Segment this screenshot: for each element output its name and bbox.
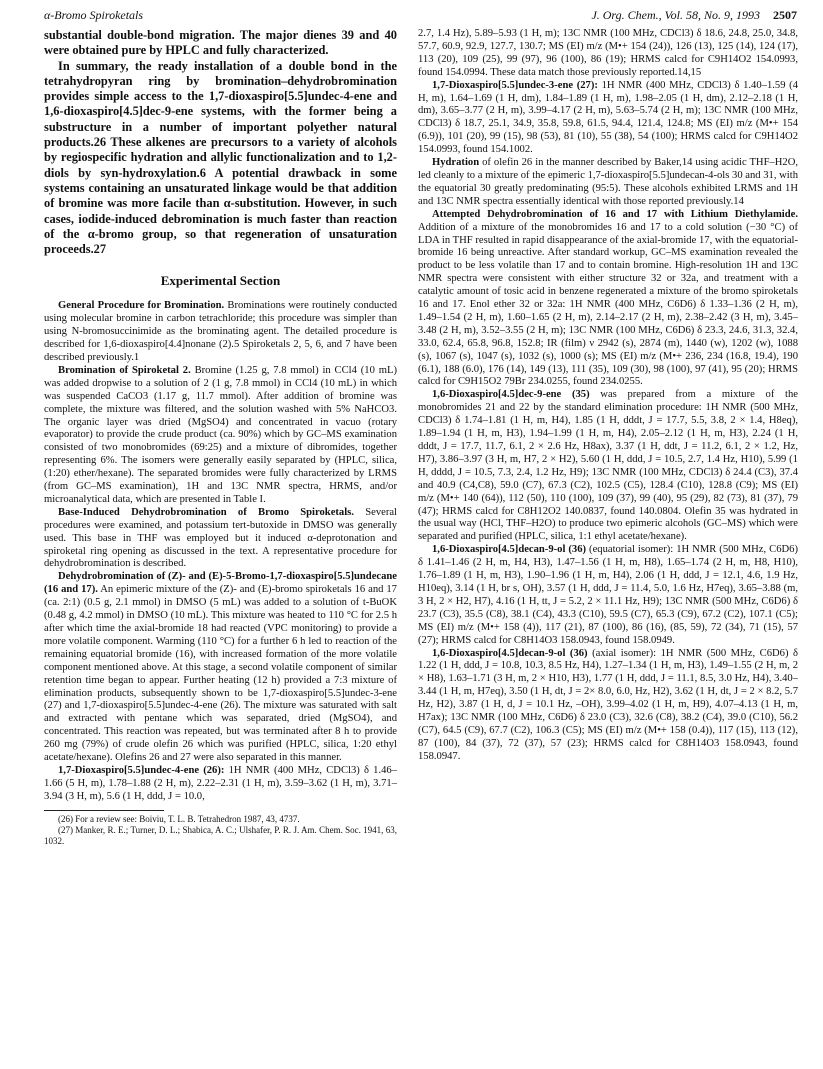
paragraph (418, 544, 798, 647)
run-in-heading: Bromination of Spiroketal 2. (58, 364, 191, 376)
run-in-heading: 1,6-Dioxaspiro[4.5]decan-9-ol (36) (432, 647, 588, 659)
summary-paragraph: In summary, the ready installation of a double bond in the tetrahydropyran ring by bromination–dehydrobromination provides simple access to the 1,7-dioxaspiro[5.5]undec-4-ene and 1,6-dioxaspiro[4.5]dec-9-ene systems, with the former being a substructure in a number of important polyether natural products.26 These alkenes are precursors to a variety of alcohols by regiospecific hydration and allylic functionalization and to 1,2-diols by syn-hydroxylation.6 A potential drawback in some systems containing an unsaturated linkage would be that addition of bromine was more facile than α-substitution. However, in such cases, iodide-induced debromination is much faster than reaction of the α-bromo group, so that regeneration of unsaturation proceeds.27 (44, 58, 397, 257)
paragraph (418, 80, 798, 157)
paragraph (418, 209, 798, 390)
experimental-paragraphs-continued (418, 28, 798, 764)
run-in-heading: 1,7-Dioxaspiro[5.5]undec-4-ene (26): (58, 764, 225, 776)
paragraph-text: Brominations were routinely conducted using molecular bromine in carbon tetrachloride; this procedure was simpler than using N-bromosuccinimide as the brominating agent. The detailed procedure is described for 1,6-dioxaspiro[4.4]nonane (2).5 Spiroketals 2, 5, 6, and 7 have been described previously.1 (44, 300, 397, 363)
paragraph (418, 28, 798, 80)
paragraph-text: Addition of a mixture of the monobromides 16 and 17 to a cold solution (−30 °C) of LDA in THF resulted in rapid disappearance of the axial-bromide 17, with the equatorial-bromide 16 being unreactive. After standard workup, GC–MS examination revealed the product to be less volatile than 17 and to contain bromine. High-resolution 1H and 13C NMR spectra were consistent with either structure 32 or 32a, and treatment with a catalytic amount of tosic acid in benzene regenerated a mixture of the bromo spiroketals 16 and 17. Enol ether 32 or 32a: 1H NMR (400 MHz, C6D6) δ 1.33–1.36 (2 H, m), 1.49–1.54 (2 H, m), 1.60–1.65 (2 H, m), 2.14–2.17 (2 H, m), 2.38–2.42 (3 H, m), 3.45–3.48 (2 H, m), 3.52–3.55 (2 H, m); 13C NMR (100 MHz, C6D6) δ 23.3, 24.6, 31.3, 32.4, 33.0, 62.4, 65.8, 96.8, 152.8; IR (film) ν 2942 (s), 2874 (m), 1440 (w), 1202 (w), 1088 (s), 1067 (s), 1047 (s), 1032 (s), 1000 (s); MS (EI) m/z (M•+ 236, 234 (16.8, 19.4), 190 (6.1), 188 (6.0), 176 (14), 149 (13), 111 (35), 109 (30), 98 (100), 97 (41), 95 (20); HRMS calcd for C9H15O2 79Br 234.0255, found 234.0255. (418, 221, 798, 388)
run-in-heading: Base-Induced Dehydrobromination of Bromo Spiroketals. (58, 506, 354, 518)
left-column (44, 28, 397, 1061)
run-in-heading: General Procedure for Bromination. (58, 300, 225, 312)
paragraph (44, 507, 397, 572)
running-header (44, 8, 797, 26)
paragraph-text: of olefin 26 in the manner described by Baker,14 using acidic THF–H2O, led cleanly to a mixture of the epimeric 1,7-dioxaspiro[5.5]undecan-4-ols 30 and 31, with the equatorial 30 greatly predominating (95:5). These alcohols exhibited LRMS and 1H and 13C NMR spectra essentially identical with those reported previously.14 (418, 157, 798, 207)
paragraph (44, 571, 397, 765)
intro-text (44, 28, 397, 257)
paragraph-text: was prepared from a mixture of the monobromides 21 and 22 by the standard elimination procedure: 1H NMR (500 MHz, CDCl3) δ 1.74–1.81 (1 H, m, H4), 1.85 (1 H, dddt, J = 17.7, 5.5, 3.8, 2 × 1.4, H8eq), 1.89–1.94 (1 H, m, H3), 1.94–1.99 (1 H, m, H4), 2.05–2.12 (1 H, m, H3), 2.24 (1 H, dddt, J = 17.7, 11.7, 6.1, 2 × 2.6 Hz, H8ax), 3.37 (1 H, ddt, J = 11.2, 6.1, 2 × 1.2, Hz, H7), 3.86–3.97 (3 H, m, H7, 2 × H2), 5.60 (1 H, ddd, J = 10.5, 2.7, 1.4 Hz, H10), 5.99 (1 H, dddd, J = 10.5, 7.3, 2.4, 1.2 Hz, H9); 13C NMR (100 MHz, CDCl3) δ 24.4 (C3), 37.4 and 40.9 (C4,C8), 59.0 (C7), 67.3 (C2), 102.5 (C5), 128.4 (C10), 128.8 (C9); MS (EI) m/z (M•+ 140 (64)), 112 (50), 110 (100), 109 (37), 99 (40), 95 (29), 82 (73), 81 (37), 79 (47); HRMS calcd for C8H12O2 140.0837, found 140.0804. Olefin 35 was hydrated in the usual way (HCl, THF–H2O) to produce two epimeric alcohols (GC–MS) which were separated and purified (HPLC, silica, 1:1 ethyl acetate/hexane). (418, 389, 798, 543)
run-in-heading: Hydration (432, 157, 480, 169)
paragraph-text: 1H NMR (400 MHz, CDCl3) δ 1.40–1.59 (4 H, m), 1.64–1.69 (1 H, dm), 1.84–1.89 (1 H, m), 1.98–2.05 (1 H, dm), 2.12–2.18 (1 H, dm), 3.65–3.77 (2 H, m), 3.99–4.17 (2 H, m), 5.63–5.74 (2 H, m); 13C NMR (100 MHz, CDCl3) δ 18.7, 25.1, 34.9, 35.8, 59.8, 61.5, 94.4, 121.4, 124.8; MS (EI) m/z (M•+ 154 (6.9)), 101 (20), 99 (15), 98 (53), 81 (10), 55 (38), 54 (100); HRMS calcd for C9H14O2 154.0993, found 154.1002. (418, 79, 798, 156)
paragraph (418, 648, 798, 764)
run-in-heading: Dehydrobromination of (Z)- and (E)-5-Bromo-1,7-dioxaspiro[5.5]undecane (16 and 17). (44, 571, 397, 596)
paragraph-text: (axial isomer): 1H NMR (500 MHz, C6D6) δ 1.22 (1 H, ddd, J = 10.8, 10.3, 8.5 Hz, H4), 1.27–1.34 (1 H, m, H3), 1.49–1.55 (2 H, m, 2 × H8), 1.63–1.71 (3 H, m, 2 × H10, H3), 1.77 (1 H, ddd, J = 11.1, 8.5, 3.0 Hz, H4), 3.40–3.44 (1 H, m, H7eq), 3.50 (1 H, dt, J = 2× 8.0, 6.0, Hz, H2), 3.62 (1 H, dt, J = 2 × 8.2, 5.7 Hz, H2), 3.87 (1 H, d, J = 10.1 Hz, –OH), 3.99–4.02 (1 H, m, H9), 4.07–4.13 (1 H, m, H7ax); 13C NMR (100 MHz, C6D6) δ 23.0 (C3), 32.6 (C8), 38.2 (C4), 39.0 (C10), 56.2 (C7), 64.5 (C9), 67.7 (C2), 106.3 (C5); MS (EI) m/z (M•+ 158 (0.4)), 117 (15), 113 (12), 87 (100), 84 (37), 72 (37), 57 (23); HRMS calcd for C8H14O3 158.0943, found 158.0947. (418, 647, 798, 762)
paragraph-text: Several procedures were examined, and potassium tert-butoxide in DMSO was generally used. This base in THF was employed but it induced α-deprotonation and spiroketal ring opening as discussed in the text. A representative procedure for dehydrobromination is described. (44, 506, 397, 570)
journal-name: J. Org. Chem., Vol. 58, No. 9, 1993 (591, 8, 760, 22)
right-column (418, 28, 798, 1061)
run-in-heading: 1,6-Dioxaspiro[4.5]dec-9-ene (35) (432, 389, 590, 401)
footnote: (27) Manker, R. E.; Turner, D. L.; Shabica, A. C.; Ulshafer, P. R. J. Am. Chem. Soc. 1941, 63, 1032. (44, 824, 397, 846)
paragraph-text: (equatorial isomer): 1H NMR (500 MHz, C6D6) δ 1.41–1.46 (2 H, m, H4, H3), 1.47–1.56 (1 H, m, H8), 1.65–1.74 (2 H, m, H8, H10), 1.76–1.89 (1 H, m, H3), 1.90–1.96 (1 H, m, H4), 2.06 (1 H, ddd, J = 12.1, 4.6, 1.9 Hz, H10eq), 3.14 (1 H, br s, OH), 3.57 (1 H, ddd, J = 11.4, 5.0, 1.6 Hz, H7eq), 3.65–3.88 (m, 3 H, 2 × H2, H7), 4.16 (1 H, tt, J = 5.2, 2 × 11.1 Hz, H9); 13C NMR (500 MHz, C6D6) δ 23.7 (C3), 35.5 (C8), 38.1 (C4), 43.3 (C10), 59.5 (C7), 65.3 (C9), 67.2 (C2), 107.1 (C5); MS (EI) m/z (M•+ 158 (4)), 117 (21), 87 (100), 86 (16), (85, 59), 72 (34), 71 (15), 57 (27); HRMS calcd for C8H14O3 158.0943, found 158.0949. (418, 544, 798, 646)
section-heading: Experimental Section (160, 273, 281, 289)
paragraph (44, 365, 397, 507)
intro-paragraph: substantial double-bond migration. The major dienes 39 and 40 were obtained pure by HPLC and fully characterized. (44, 28, 397, 58)
paragraph (44, 765, 397, 804)
paragraph-text: 2.7, 1.4 Hz), 5.89–5.93 (1 H, m); 13C NMR (100 MHz, CDCl3) δ 18.6, 24.8, 25.0, 34.8, 57.7, 60.9, 92.9, 127.7, 130.7; MS (EI) m/z (M•+ 154 (24)), 126 (13), 125 (14), 124 (17), 113 (20), 109 (25), 99 (97), 96 (100), 86 (19); HRMS calcd for C9H14O2 154.0993, found 154.0994. These data match those previously reported.14,15 (418, 28, 798, 78)
running-title: α-Bromo Spiroketals (44, 8, 144, 22)
experimental-paragraphs (44, 300, 397, 803)
paragraph-text: An epimeric mixture of the (Z)- and (E)-bromo spiroketals 16 and 17 (ca. 2:1) (0.5 g, 2.1 mmol) in DMSO (5 mL) was added to a solution of t-BuOK (0.48 g, 4.2 mmol) in DMSO (10 mL). This mixture was heated to 110 °C for 2.5 h after which time the axial-bromide 18 had reacted (VPC monitoring) to provide a more volatile component. Warming (110 °C) for a further 6 h led to reaction of the remaining equatorial bromide (16), with increased formation of the more volatile component mentioned above. At this stage, a second volatile component of similar retention time began to appear. Further heating (12 h) provided a 7:3 mixture of elimination products, subsequently shown to be 1,7-dioxaspiro[5.5]undec-3-ene (27) and 1,7-dioxaspiro[5.5]undec-4-ene (26). The mixture was saturated with salt and extracted with pentane which was separated, dried (MgSO4), and concentrated. This reaction was repeated, but was terminated after 8 h to provide 260 mg (79%) of crude olefin 26 which was purified (HPLC, silica, 1:20 ethyl acetate/hexane). Olefins 26 and 27 were also separated in this manner. (44, 584, 397, 764)
paragraph-text: 1H NMR (400 MHz, CDCl3) δ 1.46–1.66 (5 H, m), 1.78–1.88 (2 H, m), 2.22–2.31 (1 H, m), 3.59–3.62 (1 H, m), 3.71–3.94 (3 H, m), 5.6 (1 H, ddd, J = 10.0, (44, 764, 397, 802)
footnote-rule (44, 810, 164, 811)
page-number: 2507 (773, 8, 797, 22)
run-in-heading: Attempted Dehydrobromination of 16 and 17 with Lithium Diethylamide. (432, 208, 798, 220)
paragraph-text: Bromine (1.25 g, 7.8 mmol) in CCl4 (10 mL) was added dropwise to a solution of 2 (1 g, 7.8 mmol) in CCl4 (10 mL) in which was suspended CaCO3 (1.17 g, 11.7 mmol). After addition of bromine was complete, the mixture was filtered, and the solution washed with 5% NaHCO3. The organic layer was dried (MgSO4) and concentrated in vacuo (rotary evaporator) to provide the crude product (ca. 90%) which by GC–MS examination consisted of two monobromides (69:25) and a mixture of dibromides, together representing 6%. The isomers were generally easily separated by (HPLC, silica, (1:20) ether/hexane). The separated bromides were fully characterized by LRMS (from GC–MS examination), 1H and 13C NMR spectra, HRMS, and/or microanalytical data, which are presented in Table I. (44, 364, 397, 505)
paragraph (418, 389, 798, 544)
paragraph (418, 157, 798, 209)
run-in-heading: 1,7-Dioxaspiro[5.5]undec-3-ene (27): (432, 79, 598, 91)
paragraph (44, 300, 397, 365)
footnotes (44, 814, 397, 847)
journal-citation (591, 8, 797, 23)
run-in-heading: 1,6-Dioxaspiro[4.5]decan-9-ol (36) (432, 544, 587, 556)
footnote: (26) For a review see: Boiviu, T. L. B. Tetrahedron 1987, 43, 4737. (58, 813, 300, 824)
